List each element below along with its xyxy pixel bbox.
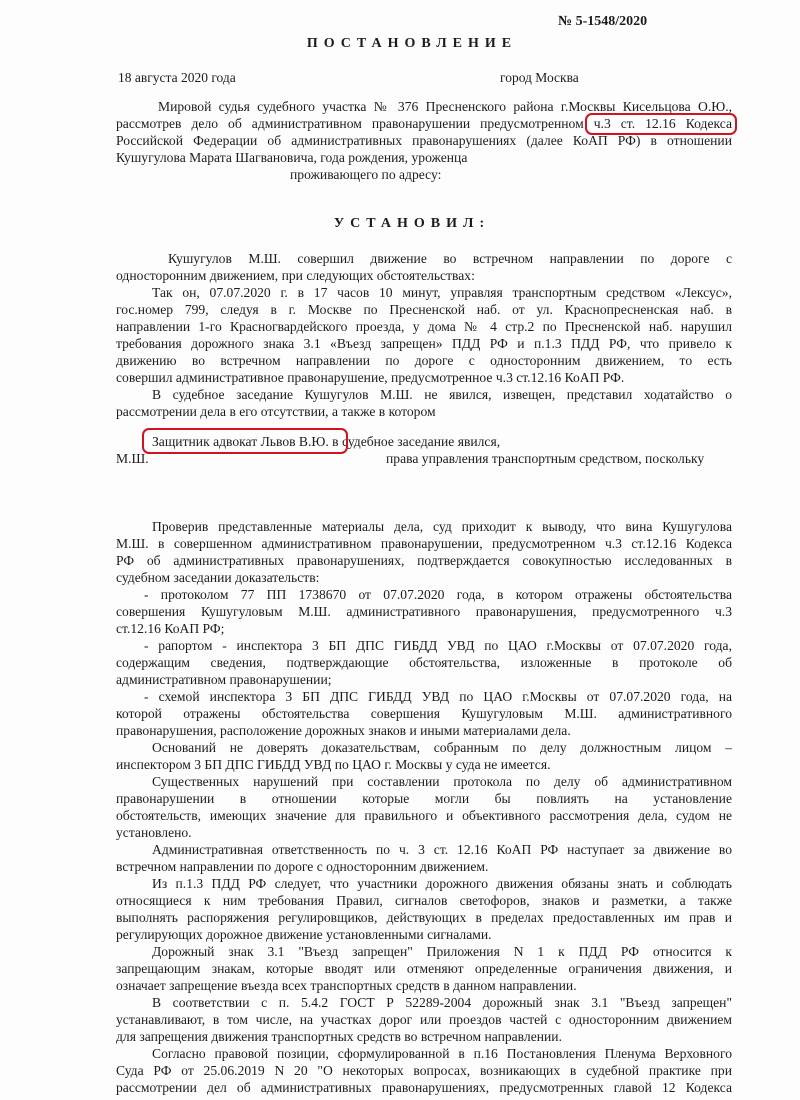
body-line: М.Ш. в совершенном административном правонарушении, предусмотренном ч.3 ст.12.16 Кодекса [116, 536, 732, 551]
body-line: устанавливают, в том числе, на участках дорог или проездов частей с односторонним движением [116, 1012, 732, 1027]
date-place-line [118, 70, 658, 86]
body-line: содержащим сведения, подтверждающие обстоятельства, изложенные в протоколе об [116, 655, 732, 670]
document-place: город Москва [500, 70, 579, 85]
body-line: - схемой инспектора 3 БП ДПС ГИБДД УВД по ЦАО г.Москвы от 07.07.2020 года, на [144, 689, 732, 704]
facts-line: совершил административное правонарушение, предусмотренное ч.3 ст.12.16 КоАП РФ. [116, 370, 625, 385]
body-line: Оснований не доверять доказательствам, собранным по делу должностным лицом – [152, 740, 732, 755]
body-line: административном правонарушении; [116, 672, 332, 687]
intro-line: Мировой судья судебного участка № 376 Пресненского района г.Москвы Кисельцова О.Ю., [158, 99, 732, 114]
body-line: рассмотрении дел об административных правонарушениях, предусмотренных главой 12 Кодекса [116, 1080, 732, 1095]
defender-line2-right: права управления транспортным средством, поскольку [386, 451, 705, 466]
body-line: выполнять распоряжения регулировщиков, действующих в пределах предоставленных им прав и [116, 910, 732, 925]
body-line: ст.12.16 КоАП РФ; [116, 621, 225, 636]
body-line: регулирующих дорожное движение установленными сигналами. [116, 927, 492, 942]
body-line: Суда РФ от 25.06.2019 N 20 "О некоторых вопросах, возникающих в судебной практике при [116, 1063, 732, 1078]
intro-line: Российской Федерации об административных правонарушениях (далее КоАП РФ) в отношении [116, 133, 732, 148]
defender-name: Защитник адвокат Львов В.Ю. [152, 434, 329, 449]
body-line: Согласно правовой позиции, сформулированной в п.16 Постановления Пленума Верховного [152, 1046, 732, 1061]
facts-line: В судебное заседание Кушугулов М.Ш. не явился, извещен, представил ходатайство о [152, 387, 732, 402]
defender-rest: в судебное заседание явился, [328, 434, 501, 449]
document-title: ПОСТАНОВЛЕНИЕ [306, 36, 518, 51]
body-line: относящиеся к ним требования Правил, сигналов светофоров, знаков и разметки, а также [116, 893, 732, 908]
case-number: № 5-1548/2020 [558, 14, 648, 29]
body-line: которой отражены обстоятельства совершения Кушугуловым М.Ш. административного [116, 706, 732, 721]
facts-line: требования дорожного знака 3.1 «Въезд запрещен» ПДД РФ и п.1.3 ПДД РФ, что привело к [116, 336, 732, 351]
facts-line: рассмотрении дела в его отсутствии, а также в котором [116, 404, 436, 419]
body-line: означает запрещение въезда всех транспортных средств в данном направлении. [116, 978, 577, 993]
intro-line: Кушугулова Марата Шагвановича, года рождения, уроженца [116, 150, 468, 165]
intro-line: проживающего по адресу: [290, 167, 442, 182]
body-line: встречном направлении по дороге с односторонним движением. [116, 859, 489, 874]
body-line: правонарушении в отношении которые могли бы повлиять на установление [116, 791, 732, 806]
facts-line: Так он, 07.07.2020 г. в 17 часов 10 минут, управляя транспортным средством «Лексус», [152, 285, 732, 300]
body-line: правонарушения, расположение дорожных знаков и иными материалами дела. [116, 723, 571, 738]
highlight-defender-mark [142, 428, 348, 454]
body-line: - протоколом 77 ПП 1738670 от 07.07.2020 года, в котором отражены обстоятельства [144, 587, 732, 602]
document-date: 18 августа 2020 года [118, 70, 236, 85]
body-line: совершения Кушугуловым М.Ш. административного правонарушения, предусмотренного ч.3 [116, 604, 732, 619]
intro-line: рассмотрев дело об административном правонарушении предусмотренном ч.3 ст. 12.16 Кодекса [116, 116, 732, 131]
body-line: запрещающим знакам, которые вводят или отменяют определенные ограничения движения, и [116, 961, 732, 976]
body-line: РФ об административных правонарушениях, подтверждается совокупностью исследованных в [116, 553, 732, 568]
body-line: - рапортом - инспектора 3 БП ДПС ГИБДД УВД по ЦАО г.Москвы от 07.07.2020 года, [144, 638, 732, 653]
facts-line: односторонним движением, при следующих обстоятельствах: [116, 268, 475, 283]
body-line: Дорожный знак 3.1 "Въезд запрещен" Приложения N 1 к ПДД РФ относится к [152, 944, 732, 959]
body-line: Из п.1.3 ПДД РФ следует, что участники дорожного движения обязаны знать и соблюдать [152, 876, 732, 891]
body-line: судебном заседании доказательств: [116, 570, 320, 585]
facts-line: направлении 1-го Красногвардейского проезда, у дома № 4 стр.2 по Пресненской наб. нарушил [116, 319, 732, 334]
highlight-article-mark [585, 113, 737, 135]
body-line: Административная ответственность по ч. 3 ст. 12.16 КоАП РФ наступает за движение во [152, 842, 732, 857]
body-line: обстоятельств, имеющих значение для правильного и объективного рассмотрения дела, судом не [116, 808, 732, 823]
body-line: Проверив представленные материалы дела, суд приходит к выводу, что вина Кушугулова [152, 519, 732, 534]
body-line: Существенных нарушений при составлении протокола по делу об административном [152, 774, 732, 789]
body-line: для запрещения движения транспортных средств во встречном направлении. [116, 1029, 562, 1044]
body-line: установлено. [116, 825, 192, 840]
facts-line: гос.номер 799, следуя в г. Москве по Пресненской наб. от ул. Краснопресненская наб. в [116, 302, 732, 317]
defender-line2-left: М.Ш. [116, 451, 149, 466]
section-title: УСТАНОВИЛ: [333, 216, 491, 231]
facts-line: движению во встречном направлении по дороге с односторонним движением, то есть [116, 353, 732, 368]
facts-line: Кушугулов М.Ш. совершил движение во встречном направлении по дороге с [168, 251, 732, 266]
body-line: В соответствии с п. 5.4.2 ГОСТ Р 52289-2004 дорожный знак 3.1 "Въезд запрещен" [152, 995, 732, 1010]
body-line: инспектором 3 БП ДПС ГИБДД УВД по ЦАО г. Москвы у суда не имеется. [116, 757, 551, 772]
